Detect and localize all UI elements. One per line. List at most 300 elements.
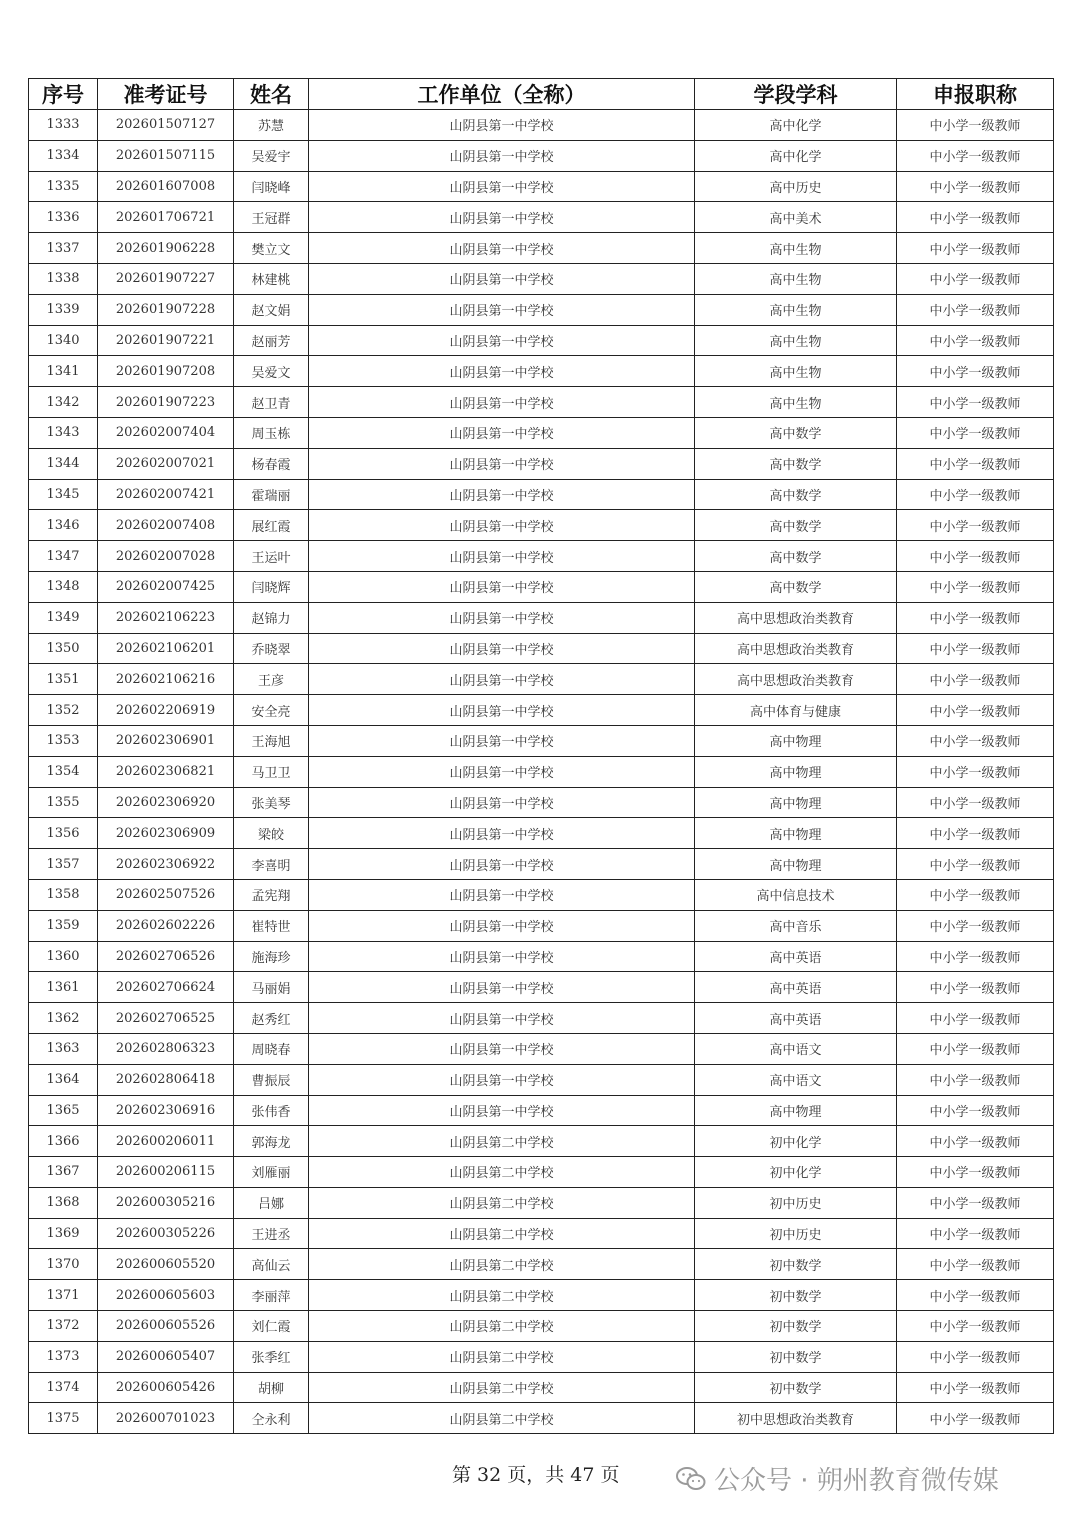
cell-employer: 山阴县第一中学校 — [309, 787, 695, 818]
cell-exam-id: 202601907221 — [98, 325, 234, 356]
table-row — [29, 1157, 1054, 1188]
table-row — [29, 263, 1054, 294]
cell-title: 中小学一级教师 — [897, 233, 1054, 264]
cell-subject: 高中物理 — [695, 756, 897, 787]
cell-employer: 山阴县第一中学校 — [309, 233, 695, 264]
cell-seq: 1342 — [29, 387, 98, 418]
cell-exam-id: 202602007425 — [98, 571, 234, 602]
cell-subject: 高中数学 — [695, 571, 897, 602]
cell-employer: 山阴县第一中学校 — [309, 325, 695, 356]
table-row — [29, 479, 1054, 510]
table-row — [29, 1372, 1054, 1403]
table-row — [29, 602, 1054, 633]
cell-seq: 1361 — [29, 972, 98, 1003]
table-row — [29, 879, 1054, 910]
cell-exam-id: 202602806418 — [98, 1064, 234, 1095]
page-number: 第 32 页，共 47 页 — [452, 1464, 620, 1486]
table-row — [29, 387, 1054, 418]
cell-title: 中小学一级教师 — [897, 725, 1054, 756]
cell-seq: 1348 — [29, 571, 98, 602]
cell-exam-id: 202601507127 — [98, 110, 234, 141]
table-row — [29, 294, 1054, 325]
cell-employer: 山阴县第一中学校 — [309, 387, 695, 418]
table-row — [29, 1126, 1054, 1157]
cell-title: 中小学一级教师 — [897, 664, 1054, 695]
cell-seq: 1345 — [29, 479, 98, 510]
cell-subject: 高中化学 — [695, 110, 897, 141]
cell-name: 安全亮 — [234, 695, 309, 726]
cell-name: 赵锦力 — [234, 602, 309, 633]
cell-title: 中小学一级教师 — [897, 633, 1054, 664]
header-title: 申报职称 — [897, 79, 1054, 110]
cell-employer: 山阴县第一中学校 — [309, 849, 695, 880]
cell-title: 中小学一级教师 — [897, 756, 1054, 787]
table-row — [29, 1218, 1054, 1249]
cell-exam-id: 202602306922 — [98, 849, 234, 880]
cell-exam-id: 202602007408 — [98, 510, 234, 541]
cell-title: 中小学一级教师 — [897, 818, 1054, 849]
cell-seq: 1346 — [29, 510, 98, 541]
cell-seq: 1337 — [29, 233, 98, 264]
table-row — [29, 787, 1054, 818]
cell-exam-id: 202600605407 — [98, 1341, 234, 1372]
table-row — [29, 695, 1054, 726]
cell-name: 胡柳 — [234, 1372, 309, 1403]
cell-seq: 1360 — [29, 941, 98, 972]
cell-title: 中小学一级教师 — [897, 510, 1054, 541]
cell-title: 中小学一级教师 — [897, 1249, 1054, 1280]
cell-title: 中小学一级教师 — [897, 972, 1054, 1003]
table-row — [29, 910, 1054, 941]
cell-subject: 初中数学 — [695, 1341, 897, 1372]
table-row — [29, 202, 1054, 233]
cell-name: 赵卫青 — [234, 387, 309, 418]
cell-title: 中小学一级教师 — [897, 448, 1054, 479]
cell-subject: 高中物理 — [695, 849, 897, 880]
cell-exam-id: 202601907223 — [98, 387, 234, 418]
cell-employer: 山阴县第一中学校 — [309, 479, 695, 510]
cell-seq: 1373 — [29, 1341, 98, 1372]
cell-employer: 山阴县第一中学校 — [309, 602, 695, 633]
header-seq: 序号 — [29, 79, 98, 110]
cell-employer: 山阴县第一中学校 — [309, 541, 695, 572]
cell-name: 马卫卫 — [234, 756, 309, 787]
cell-name: 霍瑞丽 — [234, 479, 309, 510]
cell-employer: 山阴县第一中学校 — [309, 1095, 695, 1126]
cell-subject: 高中数学 — [695, 448, 897, 479]
cell-title: 中小学一级教师 — [897, 1218, 1054, 1249]
cell-exam-id: 202601906228 — [98, 233, 234, 264]
cell-title: 中小学一级教师 — [897, 1280, 1054, 1311]
cell-exam-id: 202602706525 — [98, 1003, 234, 1034]
cell-exam-id: 202602306920 — [98, 787, 234, 818]
cell-employer: 山阴县第一中学校 — [309, 140, 695, 171]
header-exam-id: 准考证号 — [98, 79, 234, 110]
cell-subject: 高中生物 — [695, 325, 897, 356]
cell-exam-id: 202600305226 — [98, 1218, 234, 1249]
cell-title: 中小学一级教师 — [897, 1311, 1054, 1342]
cell-title: 中小学一级教师 — [897, 294, 1054, 325]
table-row — [29, 1095, 1054, 1126]
cell-name: 高仙云 — [234, 1249, 309, 1280]
cell-subject: 高中物理 — [695, 1095, 897, 1126]
cell-employer: 山阴县第二中学校 — [309, 1372, 695, 1403]
cell-title: 中小学一级教师 — [897, 602, 1054, 633]
cell-seq: 1344 — [29, 448, 98, 479]
cell-name: 王彦 — [234, 664, 309, 695]
cell-employer: 山阴县第一中学校 — [309, 294, 695, 325]
cell-name: 王海旭 — [234, 725, 309, 756]
cell-seq: 1368 — [29, 1187, 98, 1218]
table-row — [29, 818, 1054, 849]
cell-seq: 1366 — [29, 1126, 98, 1157]
wechat-icon — [676, 1466, 706, 1492]
cell-subject: 高中语文 — [695, 1033, 897, 1064]
cell-title: 中小学一级教师 — [897, 1033, 1054, 1064]
cell-name: 王运叶 — [234, 541, 309, 572]
header-name: 姓名 — [234, 79, 309, 110]
cell-title: 中小学一级教师 — [897, 387, 1054, 418]
cell-name: 林建桃 — [234, 263, 309, 294]
table-row — [29, 110, 1054, 141]
cell-title: 中小学一级教师 — [897, 110, 1054, 141]
cell-name: 马丽娟 — [234, 972, 309, 1003]
cell-employer: 山阴县第一中学校 — [309, 1064, 695, 1095]
cell-employer: 山阴县第二中学校 — [309, 1311, 695, 1342]
cell-subject: 高中音乐 — [695, 910, 897, 941]
cell-subject: 高中生物 — [695, 356, 897, 387]
cell-subject: 初中数学 — [695, 1249, 897, 1280]
cell-exam-id: 202602806323 — [98, 1033, 234, 1064]
table-row — [29, 849, 1054, 880]
cell-seq: 1372 — [29, 1311, 98, 1342]
table-body — [29, 110, 1054, 1434]
cell-exam-id: 202600701023 — [98, 1403, 234, 1434]
table-row — [29, 756, 1054, 787]
cell-subject: 高中英语 — [695, 1003, 897, 1034]
cell-name: 苏慧 — [234, 110, 309, 141]
cell-title: 中小学一级教师 — [897, 356, 1054, 387]
table-row — [29, 972, 1054, 1003]
table-row — [29, 171, 1054, 202]
cell-title: 中小学一级教师 — [897, 171, 1054, 202]
table-row — [29, 1341, 1054, 1372]
cell-seq: 1367 — [29, 1157, 98, 1188]
cell-employer: 山阴县第一中学校 — [309, 1003, 695, 1034]
cell-title: 中小学一级教师 — [897, 910, 1054, 941]
cell-title: 中小学一级教师 — [897, 479, 1054, 510]
cell-employer: 山阴县第二中学校 — [309, 1403, 695, 1434]
cell-employer: 山阴县第一中学校 — [309, 1033, 695, 1064]
table-row — [29, 417, 1054, 448]
cell-subject: 高中数学 — [695, 541, 897, 572]
cell-exam-id: 202601907208 — [98, 356, 234, 387]
cell-employer: 山阴县第一中学校 — [309, 910, 695, 941]
cell-seq: 1341 — [29, 356, 98, 387]
cell-seq: 1369 — [29, 1218, 98, 1249]
cell-title: 中小学一级教师 — [897, 325, 1054, 356]
table-row — [29, 541, 1054, 572]
cell-title: 中小学一级教师 — [897, 1064, 1054, 1095]
cell-employer: 山阴县第一中学校 — [309, 171, 695, 202]
cell-exam-id: 202602007404 — [98, 417, 234, 448]
cell-name: 施海珍 — [234, 941, 309, 972]
cell-name: 闫晓峰 — [234, 171, 309, 202]
table-row — [29, 1033, 1054, 1064]
cell-name: 乔晓翠 — [234, 633, 309, 664]
cell-seq: 1349 — [29, 602, 98, 633]
cell-name: 张伟香 — [234, 1095, 309, 1126]
cell-seq: 1335 — [29, 171, 98, 202]
table-row — [29, 1249, 1054, 1280]
roster-table — [28, 78, 1054, 1434]
cell-title: 中小学一级教师 — [897, 787, 1054, 818]
cell-exam-id: 202600605526 — [98, 1311, 234, 1342]
cell-subject: 初中数学 — [695, 1372, 897, 1403]
cell-seq: 1354 — [29, 756, 98, 787]
cell-subject: 高中生物 — [695, 294, 897, 325]
cell-title: 中小学一级教师 — [897, 941, 1054, 972]
cell-name: 李喜明 — [234, 849, 309, 880]
cell-seq: 1359 — [29, 910, 98, 941]
table-row — [29, 356, 1054, 387]
cell-subject: 高中数学 — [695, 510, 897, 541]
cell-title: 中小学一级教师 — [897, 1187, 1054, 1218]
cell-title: 中小学一级教师 — [897, 1341, 1054, 1372]
cell-seq: 1356 — [29, 818, 98, 849]
cell-employer: 山阴县第一中学校 — [309, 448, 695, 479]
cell-seq: 1350 — [29, 633, 98, 664]
header-employer: 工作单位（全称） — [309, 79, 695, 110]
cell-exam-id: 202602007021 — [98, 448, 234, 479]
cell-seq: 1357 — [29, 849, 98, 880]
table-row — [29, 1003, 1054, 1034]
cell-exam-id: 202602007421 — [98, 479, 234, 510]
cell-exam-id: 202600206115 — [98, 1157, 234, 1188]
cell-employer: 山阴县第二中学校 — [309, 1218, 695, 1249]
cell-exam-id: 202601907227 — [98, 263, 234, 294]
table-row — [29, 1311, 1054, 1342]
cell-seq: 1333 — [29, 110, 98, 141]
cell-exam-id: 202602206919 — [98, 695, 234, 726]
table-row — [29, 510, 1054, 541]
cell-title: 中小学一级教师 — [897, 1095, 1054, 1126]
cell-exam-id: 202600305216 — [98, 1187, 234, 1218]
cell-subject: 高中生物 — [695, 233, 897, 264]
table-row — [29, 448, 1054, 479]
cell-employer: 山阴县第二中学校 — [309, 1126, 695, 1157]
cell-exam-id: 202601706721 — [98, 202, 234, 233]
cell-subject: 高中物理 — [695, 818, 897, 849]
cell-name: 崔特世 — [234, 910, 309, 941]
cell-exam-id: 202602706526 — [98, 941, 234, 972]
cell-seq: 1339 — [29, 294, 98, 325]
cell-exam-id: 202600206011 — [98, 1126, 234, 1157]
cell-title: 中小学一级教师 — [897, 1126, 1054, 1157]
cell-employer: 山阴县第二中学校 — [309, 1187, 695, 1218]
cell-name: 周玉栋 — [234, 417, 309, 448]
cell-exam-id: 202602106223 — [98, 602, 234, 633]
cell-employer: 山阴县第一中学校 — [309, 756, 695, 787]
cell-title: 中小学一级教师 — [897, 1372, 1054, 1403]
cell-employer: 山阴县第二中学校 — [309, 1157, 695, 1188]
cell-employer: 山阴县第一中学校 — [309, 633, 695, 664]
cell-subject: 高中化学 — [695, 140, 897, 171]
cell-subject: 高中英语 — [695, 972, 897, 1003]
cell-name: 赵文娟 — [234, 294, 309, 325]
cell-name: 吴爱文 — [234, 356, 309, 387]
cell-employer: 山阴县第一中学校 — [309, 263, 695, 294]
table-row — [29, 140, 1054, 171]
cell-name: 刘雁丽 — [234, 1157, 309, 1188]
table-row — [29, 664, 1054, 695]
cell-exam-id: 202602602226 — [98, 910, 234, 941]
table-row — [29, 941, 1054, 972]
cell-name: 梁皎 — [234, 818, 309, 849]
cell-employer: 山阴县第一中学校 — [309, 818, 695, 849]
cell-name: 孟宪翔 — [234, 879, 309, 910]
cell-exam-id: 202602106201 — [98, 633, 234, 664]
cell-subject: 初中思想政治类教育 — [695, 1403, 897, 1434]
cell-seq: 1358 — [29, 879, 98, 910]
header-subject: 学段学科 — [695, 79, 897, 110]
cell-exam-id: 202602706624 — [98, 972, 234, 1003]
cell-seq: 1355 — [29, 787, 98, 818]
cell-name: 赵秀红 — [234, 1003, 309, 1034]
cell-exam-id: 202600605426 — [98, 1372, 234, 1403]
cell-seq: 1338 — [29, 263, 98, 294]
cell-name: 刘仁霞 — [234, 1311, 309, 1342]
cell-employer: 山阴县第一中学校 — [309, 110, 695, 141]
cell-seq: 1340 — [29, 325, 98, 356]
cell-seq: 1363 — [29, 1033, 98, 1064]
cell-subject: 高中思想政治类教育 — [695, 633, 897, 664]
cell-subject: 高中语文 — [695, 1064, 897, 1095]
cell-title: 中小学一级教师 — [897, 1003, 1054, 1034]
cell-subject: 高中数学 — [695, 417, 897, 448]
table-row — [29, 1403, 1054, 1434]
cell-title: 中小学一级教师 — [897, 1403, 1054, 1434]
cell-title: 中小学一级教师 — [897, 1157, 1054, 1188]
cell-name: 吴爱宇 — [234, 140, 309, 171]
cell-title: 中小学一级教师 — [897, 571, 1054, 602]
cell-title: 中小学一级教师 — [897, 879, 1054, 910]
cell-employer: 山阴县第一中学校 — [309, 972, 695, 1003]
cell-name: 闫晓辉 — [234, 571, 309, 602]
cell-employer: 山阴县第一中学校 — [309, 571, 695, 602]
cell-title: 中小学一级教师 — [897, 417, 1054, 448]
cell-seq: 1334 — [29, 140, 98, 171]
cell-exam-id: 202602507526 — [98, 879, 234, 910]
cell-subject: 初中化学 — [695, 1126, 897, 1157]
cell-employer: 山阴县第二中学校 — [309, 1249, 695, 1280]
cell-exam-id: 202602306909 — [98, 818, 234, 849]
cell-subject: 高中历史 — [695, 171, 897, 202]
cell-employer: 山阴县第一中学校 — [309, 202, 695, 233]
cell-name: 曹振辰 — [234, 1064, 309, 1095]
watermark-text: 公众号 · 朔州教育微传媒 — [714, 1466, 999, 1496]
table-row — [29, 233, 1054, 264]
cell-employer: 山阴县第一中学校 — [309, 695, 695, 726]
cell-exam-id: 202602306821 — [98, 756, 234, 787]
cell-name: 杨春霞 — [234, 448, 309, 479]
cell-name: 赵丽芳 — [234, 325, 309, 356]
table-row — [29, 1187, 1054, 1218]
cell-employer: 山阴县第一中学校 — [309, 725, 695, 756]
cell-subject: 高中物理 — [695, 725, 897, 756]
cell-subject: 初中数学 — [695, 1280, 897, 1311]
table-row — [29, 571, 1054, 602]
cell-subject: 高中数学 — [695, 479, 897, 510]
cell-name: 樊立文 — [234, 233, 309, 264]
cell-employer: 山阴县第一中学校 — [309, 510, 695, 541]
cell-seq: 1353 — [29, 725, 98, 756]
cell-subject: 高中生物 — [695, 263, 897, 294]
cell-exam-id: 202601507115 — [98, 140, 234, 171]
cell-employer: 山阴县第一中学校 — [309, 356, 695, 387]
table-row — [29, 1280, 1054, 1311]
cell-subject: 初中历史 — [695, 1218, 897, 1249]
cell-seq: 1336 — [29, 202, 98, 233]
cell-seq: 1351 — [29, 664, 98, 695]
cell-seq: 1364 — [29, 1064, 98, 1095]
cell-subject: 初中历史 — [695, 1187, 897, 1218]
cell-exam-id: 202600605603 — [98, 1280, 234, 1311]
cell-name: 李丽萍 — [234, 1280, 309, 1311]
table-row — [29, 633, 1054, 664]
cell-exam-id: 202601907228 — [98, 294, 234, 325]
cell-title: 中小学一级教师 — [897, 202, 1054, 233]
cell-exam-id: 202601607008 — [98, 171, 234, 202]
table-row — [29, 1064, 1054, 1095]
cell-name: 展红霞 — [234, 510, 309, 541]
cell-seq: 1352 — [29, 695, 98, 726]
cell-exam-id: 202602306916 — [98, 1095, 234, 1126]
cell-seq: 1362 — [29, 1003, 98, 1034]
cell-subject: 高中信息技术 — [695, 879, 897, 910]
cell-subject: 初中数学 — [695, 1311, 897, 1342]
cell-exam-id: 202602007028 — [98, 541, 234, 572]
cell-name: 仝永利 — [234, 1403, 309, 1434]
table-row — [29, 725, 1054, 756]
cell-name: 吕娜 — [234, 1187, 309, 1218]
cell-subject: 高中体育与健康 — [695, 695, 897, 726]
cell-name: 郭海龙 — [234, 1126, 309, 1157]
table-row — [29, 325, 1054, 356]
cell-employer: 山阴县第二中学校 — [309, 1280, 695, 1311]
cell-exam-id: 202602306901 — [98, 725, 234, 756]
cell-seq: 1374 — [29, 1372, 98, 1403]
cell-employer: 山阴县第一中学校 — [309, 664, 695, 695]
page-footer — [0, 1460, 1080, 1496]
cell-subject: 高中生物 — [695, 387, 897, 418]
watermark — [676, 1460, 999, 1497]
cell-exam-id: 202602106216 — [98, 664, 234, 695]
cell-name: 周晓春 — [234, 1033, 309, 1064]
cell-seq: 1371 — [29, 1280, 98, 1311]
cell-name: 王冠群 — [234, 202, 309, 233]
cell-employer: 山阴县第一中学校 — [309, 941, 695, 972]
cell-seq: 1370 — [29, 1249, 98, 1280]
cell-seq: 1365 — [29, 1095, 98, 1126]
table-header-row — [29, 79, 1054, 110]
cell-title: 中小学一级教师 — [897, 695, 1054, 726]
cell-subject: 高中物理 — [695, 787, 897, 818]
cell-title: 中小学一级教师 — [897, 263, 1054, 294]
cell-name: 王进丞 — [234, 1218, 309, 1249]
cell-subject: 高中思想政治类教育 — [695, 602, 897, 633]
cell-seq: 1375 — [29, 1403, 98, 1434]
